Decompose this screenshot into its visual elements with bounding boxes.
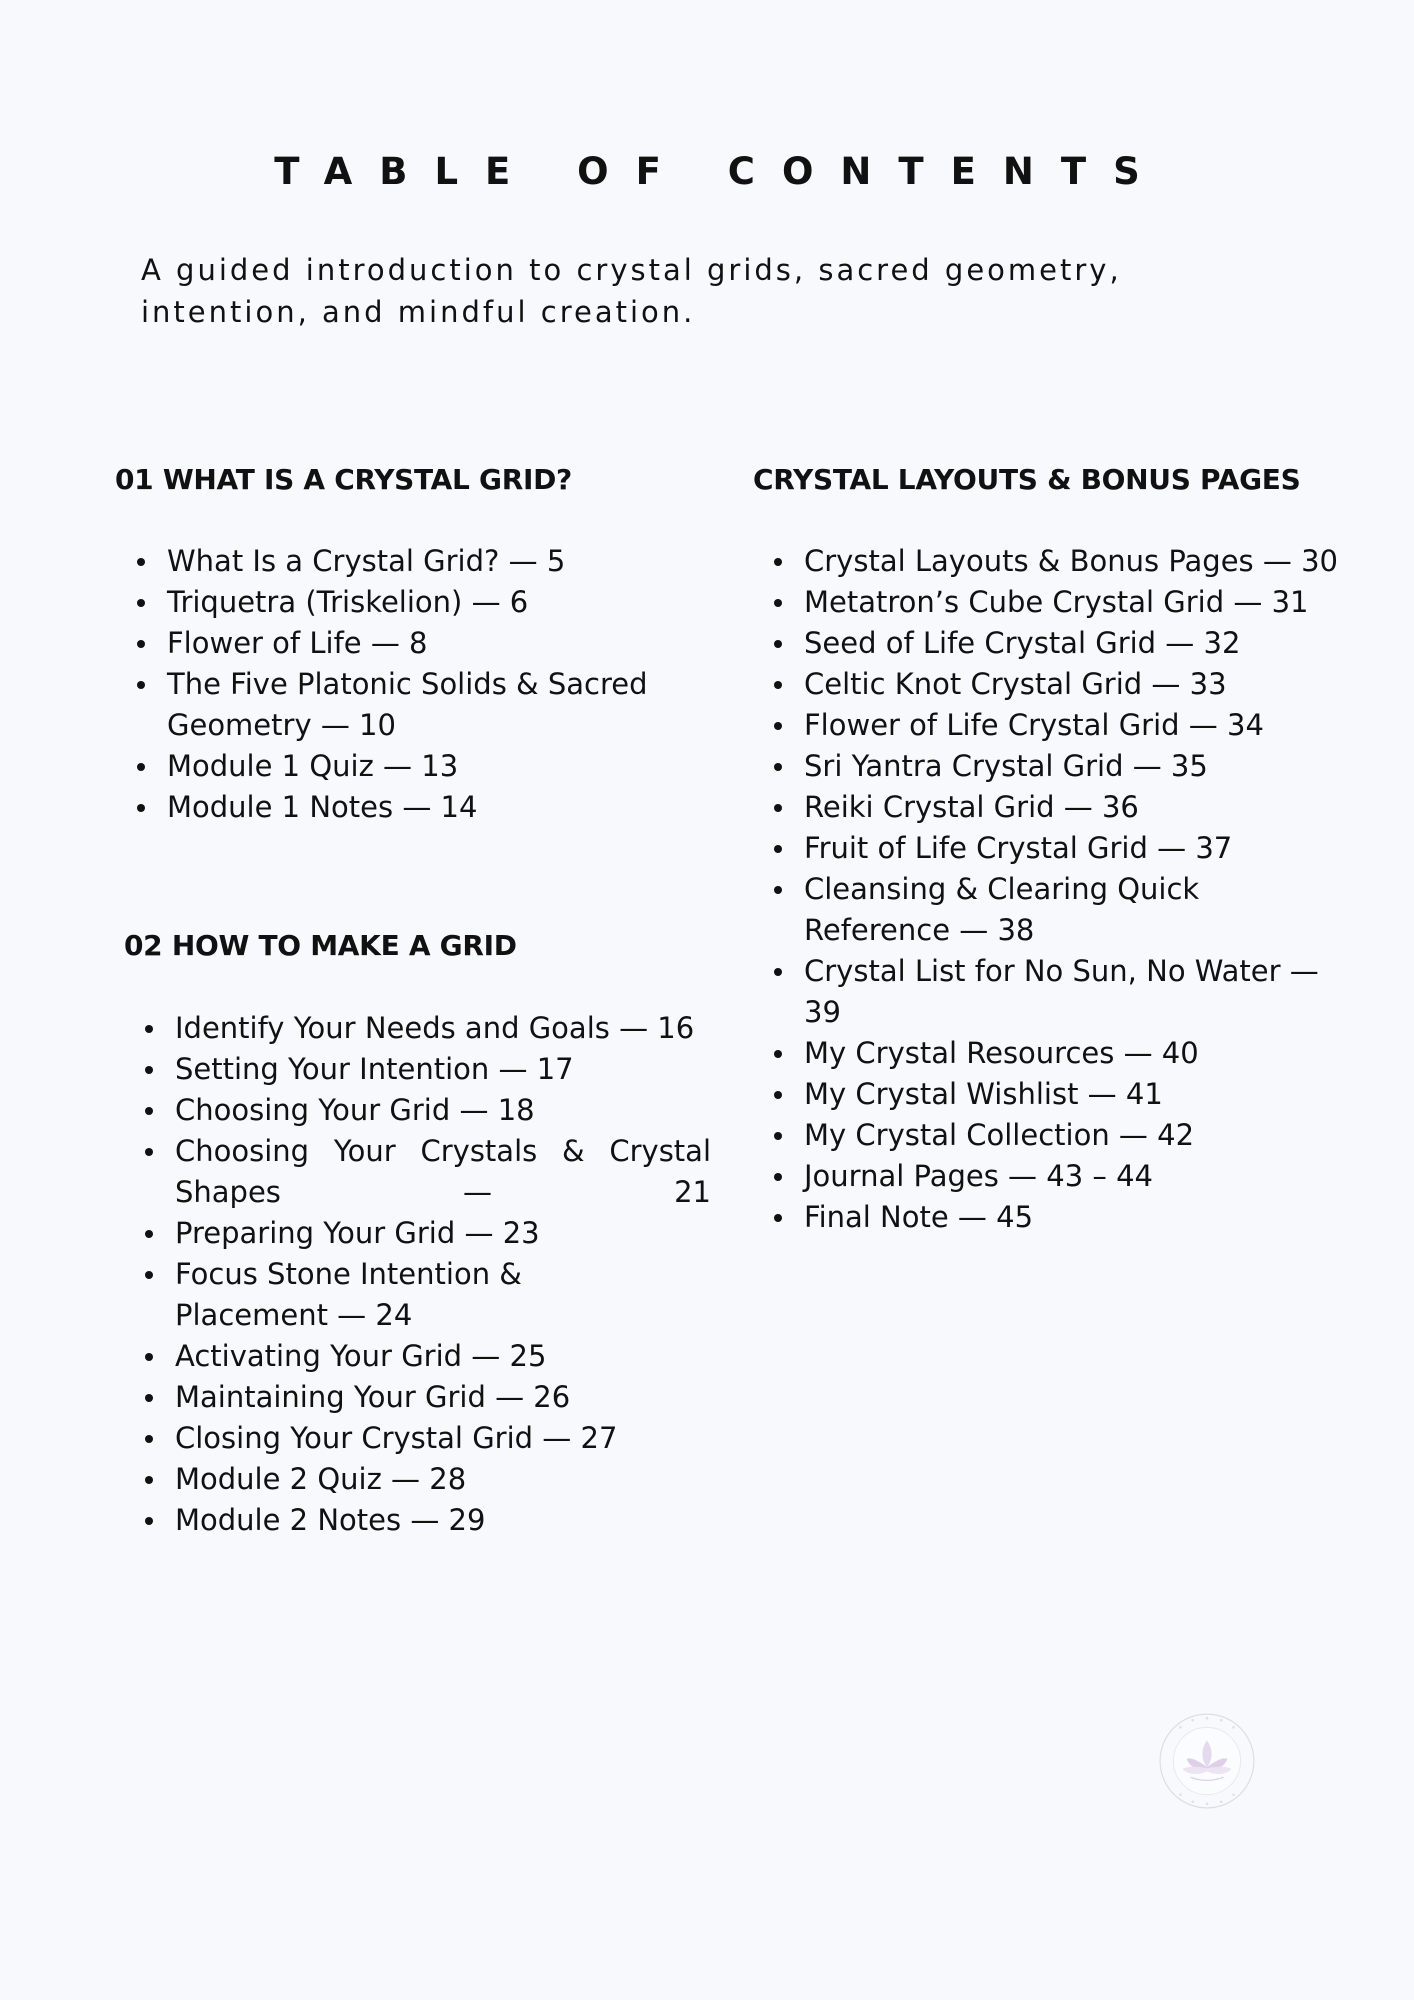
toc-item[interactable]: Celtic Knot Crystal Grid — 33	[774, 664, 1344, 705]
toc-item[interactable]: Module 2 Notes — 29	[145, 1500, 711, 1541]
toc-list-module-1	[137, 541, 697, 828]
toc-item[interactable]: Flower of Life Crystal Grid — 34	[774, 705, 1344, 746]
toc-item[interactable]: Sri Yantra Crystal Grid — 35	[774, 746, 1344, 787]
page-subtitle: A guided introduction to crystal grids, sacred geometry, intention, and mindful creation.	[141, 253, 1122, 329]
toc-item[interactable]: Module 1 Quiz — 13	[137, 746, 697, 787]
toc-item[interactable]: Setting Your Intention — 17	[145, 1049, 711, 1090]
toc-item[interactable]: Final Note — 45	[774, 1197, 1344, 1238]
toc-list-module-2	[145, 1008, 711, 1541]
section-heading-crystal-layouts-bonus-pages: CRYSTAL LAYOUTS & BONUS PAGES	[753, 463, 1301, 496]
toc-item[interactable]: Flower of Life — 8	[137, 623, 697, 664]
toc-item[interactable]: The Five Platonic Solids & Sacred Geometry — 10	[137, 664, 697, 746]
toc-item[interactable]: Module 1 Notes — 14	[137, 787, 697, 828]
toc-item[interactable]: Closing Your Crystal Grid — 27	[145, 1418, 711, 1459]
toc-list-layouts	[774, 541, 1344, 1238]
toc-item[interactable]: Cleansing & Clearing Quick Reference — 38	[774, 869, 1244, 951]
toc-item[interactable]: Activating Your Grid — 25	[145, 1336, 711, 1377]
toc-item[interactable]: My Crystal Wishlist — 41	[774, 1074, 1344, 1115]
toc-item[interactable]: What Is a Crystal Grid? — 5	[137, 541, 697, 582]
toc-item[interactable]: Choosing Your Grid — 18	[145, 1090, 711, 1131]
section-heading-how-to-make-a-grid: 02 HOW TO MAKE A GRID	[124, 929, 517, 962]
toc-item[interactable]: Triquetra (Triskelion) — 6	[137, 582, 697, 623]
toc-item[interactable]: Seed of Life Crystal Grid — 32	[774, 623, 1344, 664]
lotus-seal-icon	[1156, 1710, 1258, 1812]
page-title: TABLE OF CONTENTS	[274, 150, 1167, 193]
toc-item[interactable]: Identify Your Needs and Goals — 16	[145, 1008, 711, 1049]
toc-item[interactable]: Preparing Your Grid — 23	[145, 1213, 711, 1254]
toc-item[interactable]: My Crystal Collection — 42	[774, 1115, 1344, 1156]
toc-item[interactable]: My Crystal Resources — 40	[774, 1033, 1344, 1074]
toc-item[interactable]: Journal Pages — 43 – 44	[774, 1156, 1344, 1197]
toc-item[interactable]: Fruit of Life Crystal Grid — 37	[774, 828, 1344, 869]
toc-item[interactable]: Crystal List for No Sun, No Water — 39	[774, 951, 1344, 1033]
toc-item[interactable]	[145, 1131, 711, 1213]
toc-item[interactable]: Reiki Crystal Grid — 36	[774, 787, 1344, 828]
toc-item[interactable]: Maintaining Your Grid — 26	[145, 1377, 711, 1418]
toc-item-line: Shapes — 21	[175, 1175, 711, 1209]
toc-item[interactable]: Crystal Layouts & Bonus Pages — 30	[774, 541, 1344, 582]
toc-item[interactable]: Module 2 Quiz — 28	[145, 1459, 711, 1500]
section-heading-what-is-a-crystal-grid: 01 WHAT IS A CRYSTAL GRID?	[115, 463, 572, 496]
toc-item-line: Choosing Your Crystals & Crystal	[175, 1134, 711, 1168]
toc-item[interactable]: Focus Stone Intention & Placement — 24	[145, 1254, 575, 1336]
toc-item[interactable]: Metatron’s Cube Crystal Grid — 31	[774, 582, 1344, 623]
